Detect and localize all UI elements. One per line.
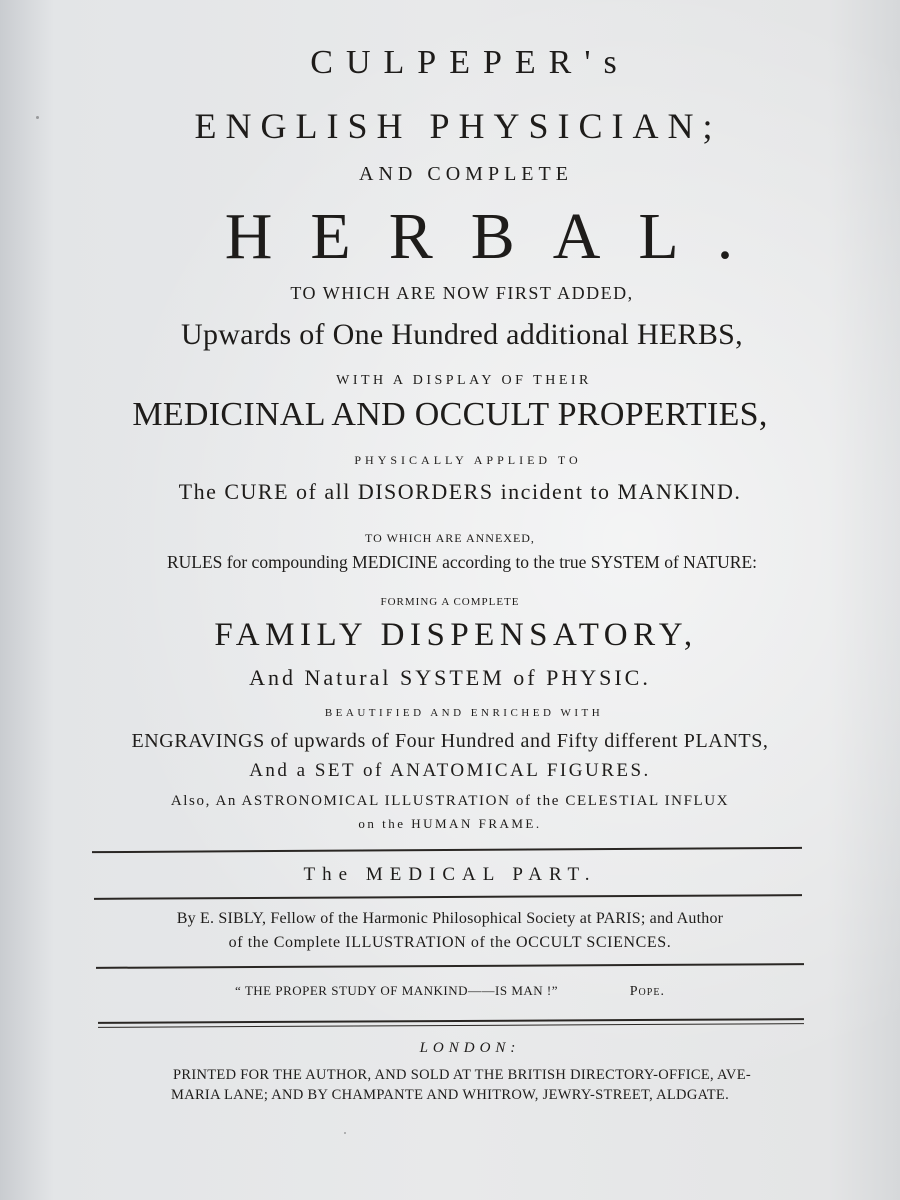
subtitle-medicinal-occult: MEDICINAL AND OCCULT PROPERTIES, (132, 396, 768, 433)
divider-rule-2 (94, 894, 802, 900)
subtitle-family-dispensatory: FAMILY DISPENSATORY, (214, 617, 698, 653)
imprint-place: LONDON: (419, 1040, 521, 1056)
quote-attribution: Pope. (629, 984, 665, 999)
subtitle-human-frame: on the HUMAN FRAME. (358, 816, 542, 831)
subtitle-display: WITH A DISPLAY OF THEIR (336, 373, 592, 388)
subtitle-cure-disorders: The CURE of all DISORDERS incident to MANKIND. (178, 479, 742, 504)
divider-rule-3 (96, 963, 804, 969)
title-english-physician: ENGLISH PHYSICIAN; (194, 106, 722, 146)
quote-text: “ THE PROPER STUDY OF MANKIND——IS MAN !” (235, 983, 559, 998)
subtitle-annexed: TO WHICH ARE ANNEXED, (365, 531, 535, 545)
subtitle-astronomical: Also, An ASTRONOMICAL ILLUSTRATION of the CELESTIAL INFLUX (170, 793, 730, 809)
subtitle-additional-herbs: Upwards of One Hundred additional HERBS, (181, 318, 743, 351)
subtitle-natural-system: And Natural SYSTEM of PHYSIC. (249, 665, 651, 690)
author-line-2: of the Complete ILLUSTRATION of the OCCULT SCIENCES. (228, 934, 672, 951)
subtitle-anatomical-figures: And a SET of ANATOMICAL FIGURES. (249, 760, 651, 781)
title-herbal: HERBAL. (224, 200, 772, 273)
author-line-1: By E. SIBLY, Fellow of the Harmonic Philosophical Society at PARIS; and Author (176, 910, 724, 927)
subtitle-forming: FORMING A COMPLETE (380, 596, 520, 608)
subtitle-physically-applied: PHYSICALLY APPLIED TO (354, 453, 582, 467)
title-culpepers: CULPEPER's (310, 44, 630, 81)
epigraph-quote (0, 984, 900, 999)
subtitle-beautified: BEAUTIFIED AND ENRICHED WITH (324, 707, 604, 719)
divider-rule-double (98, 1018, 804, 1028)
subtitle-engravings: ENGRAVINGS of upwards of Four Hundred and Fifty different PLANTS, (131, 730, 769, 752)
imprint-line-1: PRINTED FOR THE AUTHOR, AND SOLD AT THE BRITISH DIRECTORY-OFFICE, AVE- (173, 1067, 751, 1083)
subtitle-first-added: TO WHICH ARE NOW FIRST ADDED, (290, 283, 634, 303)
divider-rule-1 (92, 847, 802, 853)
imprint-line-2: MARIA LANE; AND BY CHAMPANTE AND WHITROW, JEWRY-STREET, ALDGATE. (171, 1087, 729, 1103)
title-and-complete: AND COMPLETE (359, 163, 573, 185)
subtitle-rules: RULES for compounding MEDICINE according to the true SYSTEM of NATURE: (166, 552, 758, 572)
paper-speck (344, 1132, 346, 1134)
paper-speck (36, 116, 39, 119)
part-heading: The MEDICAL PART. (303, 864, 597, 885)
